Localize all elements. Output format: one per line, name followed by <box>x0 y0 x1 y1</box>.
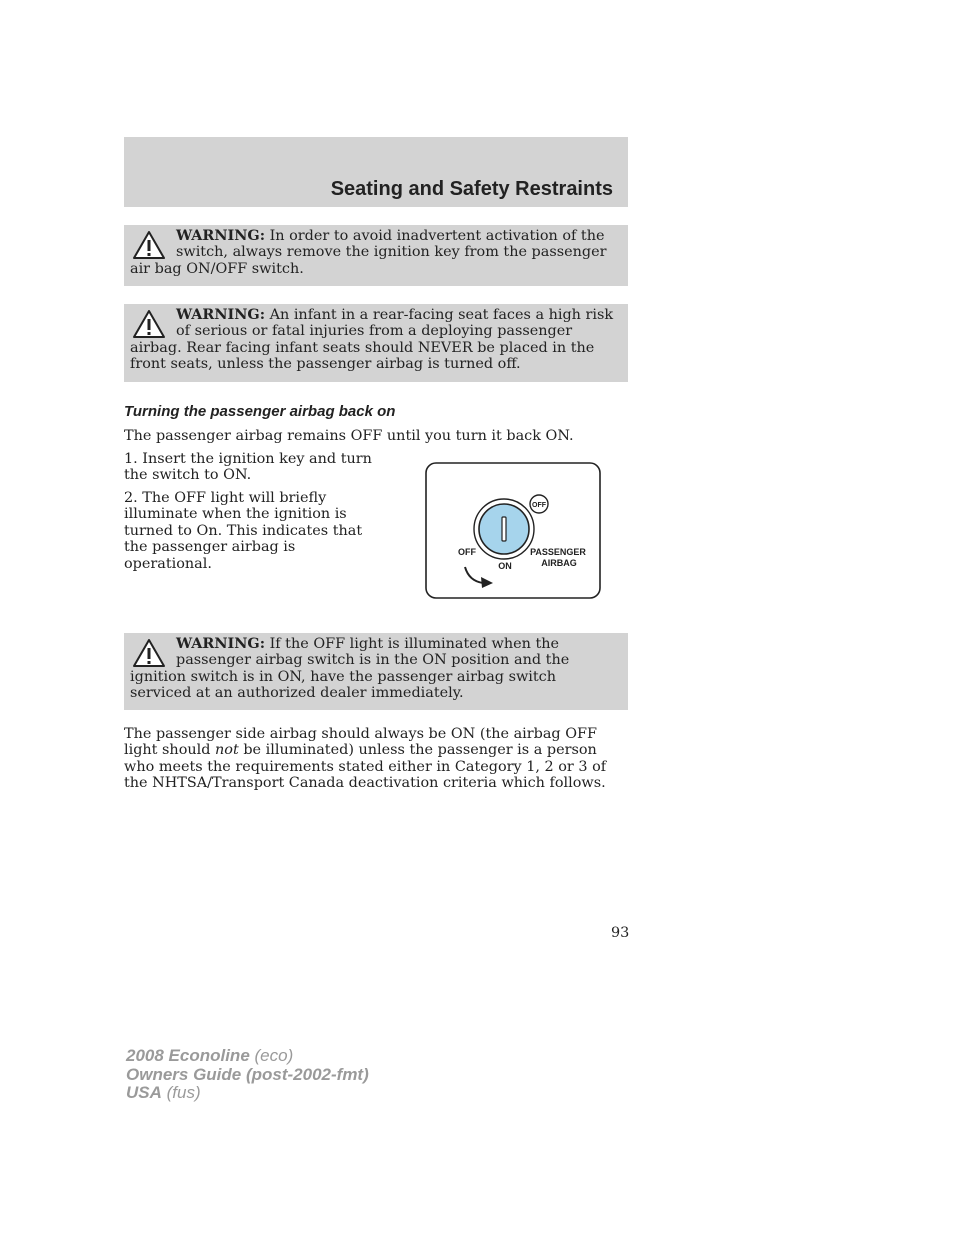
footer-model: 2008 Econoline <box>126 1046 250 1065</box>
off-light-label: OFF <box>532 502 546 509</box>
footer-line-3 <box>126 1084 369 1103</box>
footer-line-2 <box>126 1066 369 1085</box>
section-header <box>124 137 628 207</box>
closing-paragraph <box>124 726 628 792</box>
intro-paragraph: The passenger airbag remains OFF until you turn it back ON. <box>124 428 574 444</box>
subheading: Turning the passenger airbag back on <box>124 403 396 420</box>
warning-label: WARNING: <box>176 635 266 652</box>
warning-text: An infant in a rear-facing seat faces a high risk of serious or fatal injuries from a deploying passenger airbag. Rear facing infant seats should NEVER be placed in the front seats, unless the passenger airbag is turned off. <box>130 307 614 373</box>
warning-box-2 <box>124 304 628 382</box>
on-position-label: ON <box>498 561 512 571</box>
warning-text: In order to avoid inadvertent activation of the switch, always remove the ignition key from the passenger air bag ON/OFF switch. <box>130 228 607 277</box>
footer-model-code: (eco) <box>254 1046 294 1065</box>
warning-label: WARNING: <box>176 227 266 244</box>
warning-triangle-icon <box>132 309 166 339</box>
key-slot-icon <box>502 517 506 541</box>
footer-line-1 <box>126 1047 369 1066</box>
step-2: 2. The OFF light will briefly illuminate when the ignition is turned to On. This indicates that the passenger airbag is operational. <box>124 490 363 572</box>
warning-box-1 <box>124 225 628 286</box>
warning-triangle-icon <box>132 638 166 668</box>
airbag-switch-illustration <box>425 462 601 599</box>
step-1: 1. Insert the ignition key and turn the switch to ON. <box>124 451 372 484</box>
document-footer <box>126 1047 369 1103</box>
airbag-label: AIRBAG <box>541 558 577 568</box>
page-number: 93 <box>611 925 630 941</box>
warning-label: WARNING: <box>176 306 266 323</box>
warning-triangle-icon <box>132 230 166 260</box>
footer-market: USA <box>126 1083 162 1102</box>
closing-emphasis: not <box>215 742 239 759</box>
warning-text: If the OFF light is illuminated when the passenger airbag switch is in the ON position and the ignition switch is in ON, have the passenger airbag switch serviced at an authorized dealer immediately. <box>130 636 570 702</box>
closing-text-part1: The passenger side airbag should always be ON (the airbag OFF light should <box>124 726 597 759</box>
section-title: Seating and Safety Restraints <box>330 178 613 200</box>
off-position-label: OFF <box>458 547 476 557</box>
passenger-label: PASSENGER <box>530 547 586 557</box>
closing-text-part2: be illuminated) unless the passenger is a person who meets the requirements stated either in Category 1, 2 or 3 of the NHTSA/Transport Canada deactivation criteria which follows. <box>124 742 607 792</box>
footer-guide: Owners Guide (post-2002-fmt) <box>126 1064 369 1084</box>
warning-box-3 <box>124 633 628 710</box>
footer-market-code: (fus) <box>166 1083 201 1102</box>
